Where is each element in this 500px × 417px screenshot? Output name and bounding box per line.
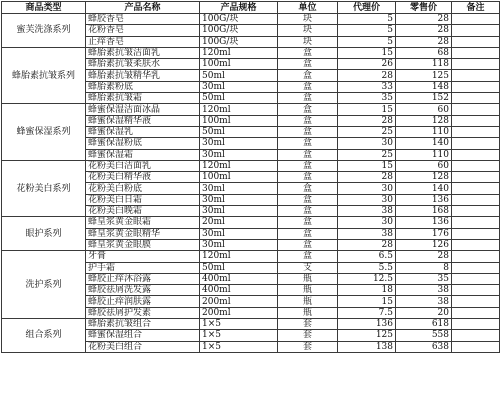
product-name-cell: 蜂皇浆黄金眼霜 [86, 217, 200, 228]
spec-cell: 30ml [200, 81, 278, 92]
agent-price-cell: 12.5 [338, 273, 396, 284]
agent-price-cell: 28 [338, 239, 396, 250]
retail-price-cell: 148 [396, 81, 452, 92]
header-remarks: 备注 [452, 2, 500, 14]
agent-price-cell: 18 [338, 285, 396, 296]
header-agent-price: 代理价 [338, 2, 396, 14]
agent-price-cell: 26 [338, 59, 396, 70]
agent-price-cell: 38 [338, 228, 396, 239]
remarks-cell [452, 14, 500, 25]
spec-cell: 30ml [200, 206, 278, 217]
agent-price-cell: 136 [338, 319, 396, 330]
spec-cell: 30ml [200, 239, 278, 250]
retail-price-cell: 35 [396, 273, 452, 284]
retail-price-cell: 68 [396, 47, 452, 58]
spec-cell: 120ml [200, 251, 278, 262]
remarks-cell [452, 47, 500, 58]
agent-price-cell: 30 [338, 138, 396, 149]
agent-price-cell: 28 [338, 115, 396, 126]
retail-price-cell: 638 [396, 341, 452, 352]
unit-cell: 块 [278, 25, 338, 36]
unit-cell: 盒 [278, 228, 338, 239]
unit-cell: 盒 [278, 239, 338, 250]
spec-cell: 30ml [200, 138, 278, 149]
retail-price-cell: 128 [396, 115, 452, 126]
retail-price-cell: 136 [396, 217, 452, 228]
spec-cell: 100G/块 [200, 14, 278, 25]
retail-price-cell: 176 [396, 228, 452, 239]
unit-cell: 盒 [278, 160, 338, 171]
product-name-cell: 牙膏 [86, 251, 200, 262]
unit-cell: 套 [278, 319, 338, 330]
retail-price-cell: 152 [396, 93, 452, 104]
retail-price-cell: 140 [396, 138, 452, 149]
table-row [2, 319, 500, 330]
remarks-cell [452, 251, 500, 262]
product-name-cell: 护手霜 [86, 262, 200, 273]
category-cell: 花粉美白系列 [2, 160, 86, 216]
agent-price-cell: 28 [338, 172, 396, 183]
unit-cell: 支 [278, 262, 338, 273]
agent-price-cell: 6.5 [338, 251, 396, 262]
unit-cell: 盒 [278, 206, 338, 217]
category-cell: 蜂胎素抗皱系列 [2, 47, 86, 103]
unit-cell: 瓶 [278, 296, 338, 307]
product-name-cell: 蜂蜜保湿霜 [86, 149, 200, 160]
product-name-cell: 蜂蜜保湿洁面冰晶 [86, 104, 200, 115]
spec-cell: 50ml [200, 126, 278, 137]
retail-price-cell: 118 [396, 59, 452, 70]
remarks-cell [452, 239, 500, 250]
product-name-cell: 蜂胎素抗皱霜 [86, 93, 200, 104]
retail-price-cell: 60 [396, 160, 452, 171]
spec-cell: 50ml [200, 93, 278, 104]
remarks-cell [452, 330, 500, 341]
spec-cell: 100ml [200, 172, 278, 183]
product-name-cell: 花粉香皂 [86, 25, 200, 36]
remarks-cell [452, 206, 500, 217]
spec-cell: 400ml [200, 273, 278, 284]
retail-price-cell: 8 [396, 262, 452, 273]
remarks-cell [452, 160, 500, 171]
table-row [2, 217, 500, 228]
remarks-cell [452, 81, 500, 92]
unit-cell: 块 [278, 36, 338, 47]
product-name-cell: 花粉美白晚霜 [86, 206, 200, 217]
unit-cell: 盒 [278, 93, 338, 104]
agent-price-cell: 5 [338, 25, 396, 36]
agent-price-cell: 38 [338, 206, 396, 217]
remarks-cell [452, 273, 500, 284]
table-row [2, 104, 500, 115]
retail-price-cell: 60 [396, 104, 452, 115]
table-row [2, 160, 500, 171]
category-cell: 洗护系列 [2, 251, 86, 319]
remarks-cell [452, 194, 500, 205]
table-row [2, 251, 500, 262]
agent-price-cell: 30 [338, 217, 396, 228]
product-name-cell: 蜂胎素抗皱组合 [86, 319, 200, 330]
remarks-cell [452, 36, 500, 47]
header-unit: 单位 [278, 2, 338, 14]
spec-cell: 30ml [200, 228, 278, 239]
unit-cell: 瓶 [278, 285, 338, 296]
unit-cell: 盒 [278, 104, 338, 115]
header-product-name: 产品名称 [86, 2, 200, 14]
retail-price-cell: 558 [396, 330, 452, 341]
spec-cell: 1×5 [200, 319, 278, 330]
agent-price-cell: 25 [338, 126, 396, 137]
product-name-cell: 蜂胎素粉底 [86, 81, 200, 92]
retail-price-cell: 28 [396, 14, 452, 25]
unit-cell: 块 [278, 14, 338, 25]
retail-price-cell: 110 [396, 126, 452, 137]
retail-price-cell: 140 [396, 183, 452, 194]
retail-price-cell: 110 [396, 149, 452, 160]
unit-cell: 盒 [278, 81, 338, 92]
remarks-cell [452, 296, 500, 307]
table-row [2, 47, 500, 58]
category-cell: 蜜芙洗涤系列 [2, 14, 86, 48]
spec-cell: 20ml [200, 217, 278, 228]
product-name-cell: 蜂蜜保湿精华液 [86, 115, 200, 126]
retail-price-cell: 28 [396, 25, 452, 36]
unit-cell: 盒 [278, 138, 338, 149]
product-name-cell: 蜂胶祛屑护发素 [86, 307, 200, 318]
agent-price-cell: 7.5 [338, 307, 396, 318]
retail-price-cell: 38 [396, 296, 452, 307]
product-name-cell: 蜂蜜保湿组合 [86, 330, 200, 341]
agent-price-cell: 33 [338, 81, 396, 92]
header-retail-price: 零售价 [396, 2, 452, 14]
remarks-cell [452, 149, 500, 160]
agent-price-cell: 28 [338, 70, 396, 81]
agent-price-cell: 5 [338, 14, 396, 25]
spec-cell: 100G/块 [200, 25, 278, 36]
remarks-cell [452, 183, 500, 194]
unit-cell: 盒 [278, 59, 338, 70]
unit-cell: 盒 [278, 149, 338, 160]
product-name-cell: 花粉美白精华液 [86, 172, 200, 183]
remarks-cell [452, 93, 500, 104]
agent-price-cell: 15 [338, 104, 396, 115]
agent-price-cell: 15 [338, 296, 396, 307]
spec-cell: 1×5 [200, 341, 278, 352]
retail-price-cell: 125 [396, 70, 452, 81]
retail-price-cell: 136 [396, 194, 452, 205]
price-list-table [1, 1, 500, 353]
unit-cell: 盒 [278, 115, 338, 126]
retail-price-cell: 38 [396, 285, 452, 296]
spec-cell: 120ml [200, 160, 278, 171]
unit-cell: 盒 [278, 217, 338, 228]
agent-price-cell: 30 [338, 194, 396, 205]
product-name-cell: 蜂皇浆黄金眼膜 [86, 239, 200, 250]
retail-price-cell: 126 [396, 239, 452, 250]
product-name-cell: 花粉美白粉底 [86, 183, 200, 194]
retail-price-cell: 20 [396, 307, 452, 318]
agent-price-cell: 5 [338, 36, 396, 47]
remarks-cell [452, 285, 500, 296]
spec-cell: 100G/块 [200, 36, 278, 47]
spec-cell: 50ml [200, 262, 278, 273]
remarks-cell [452, 228, 500, 239]
remarks-cell [452, 59, 500, 70]
remarks-cell [452, 138, 500, 149]
product-name-cell: 蜂胶香皂 [86, 14, 200, 25]
unit-cell: 盒 [278, 251, 338, 262]
header-spec: 产品规格 [200, 2, 278, 14]
remarks-cell [452, 307, 500, 318]
spec-cell: 30ml [200, 149, 278, 160]
unit-cell: 瓶 [278, 307, 338, 318]
product-name-cell: 蜂胶祛屑洗发露 [86, 285, 200, 296]
unit-cell: 盒 [278, 47, 338, 58]
product-name-cell: 蜂胎素抗皱柔肤水 [86, 59, 200, 70]
category-cell: 组合系列 [2, 319, 86, 353]
spec-cell: 400ml [200, 285, 278, 296]
product-name-cell: 花粉美白洁面乳 [86, 160, 200, 171]
spec-cell: 200ml [200, 296, 278, 307]
unit-cell: 瓶 [278, 273, 338, 284]
remarks-cell [452, 319, 500, 330]
spec-cell: 100ml [200, 59, 278, 70]
product-name-cell: 花粉美白日霜 [86, 194, 200, 205]
retail-price-cell: 128 [396, 172, 452, 183]
unit-cell: 盒 [278, 126, 338, 137]
remarks-cell [452, 126, 500, 137]
remarks-cell [452, 217, 500, 228]
retail-price-cell: 28 [396, 36, 452, 47]
remarks-cell [452, 341, 500, 352]
unit-cell: 盒 [278, 183, 338, 194]
spec-cell: 1×5 [200, 330, 278, 341]
product-name-cell: 蜂胶止痒沐浴露 [86, 273, 200, 284]
spec-cell: 100ml [200, 115, 278, 126]
unit-cell: 盒 [278, 194, 338, 205]
retail-price-cell: 168 [396, 206, 452, 217]
category-cell: 蜂蜜保湿系列 [2, 104, 86, 160]
remarks-cell [452, 25, 500, 36]
table-row [2, 14, 500, 25]
remarks-cell [452, 262, 500, 273]
agent-price-cell: 125 [338, 330, 396, 341]
agent-price-cell: 138 [338, 341, 396, 352]
agent-price-cell: 15 [338, 47, 396, 58]
unit-cell: 套 [278, 341, 338, 352]
agent-price-cell: 25 [338, 149, 396, 160]
product-name-cell: 蜂胎素抗皱洁面乳 [86, 47, 200, 58]
remarks-cell [452, 115, 500, 126]
product-name-cell: 蜂胎素抗皱精华乳 [86, 70, 200, 81]
product-name-cell: 蜂蜜保湿粉底 [86, 138, 200, 149]
unit-cell: 套 [278, 330, 338, 341]
spec-cell: 50ml [200, 70, 278, 81]
agent-price-cell: 35 [338, 93, 396, 104]
table-body [2, 14, 500, 353]
category-cell: 眼护系列 [2, 217, 86, 251]
agent-price-cell: 15 [338, 160, 396, 171]
spec-cell: 200ml [200, 307, 278, 318]
header-row [2, 2, 500, 14]
agent-price-cell: 30 [338, 183, 396, 194]
spec-cell: 120ml [200, 47, 278, 58]
remarks-cell [452, 70, 500, 81]
retail-price-cell: 28 [396, 251, 452, 262]
spec-cell: 120ml [200, 104, 278, 115]
product-name-cell: 蜂胶止痒润肤露 [86, 296, 200, 307]
spec-cell: 30ml [200, 183, 278, 194]
agent-price-cell: 5.5 [338, 262, 396, 273]
unit-cell: 盒 [278, 172, 338, 183]
retail-price-cell: 618 [396, 319, 452, 330]
product-name-cell: 蜂蜜保湿乳 [86, 126, 200, 137]
remarks-cell [452, 172, 500, 183]
product-name-cell: 蜂皇浆黄金眼精华 [86, 228, 200, 239]
product-name-cell: 止痒香皂 [86, 36, 200, 47]
product-name-cell: 花粉美白组合 [86, 341, 200, 352]
spec-cell: 30ml [200, 194, 278, 205]
remarks-cell [452, 104, 500, 115]
unit-cell: 盒 [278, 70, 338, 81]
header-category: 商品类型 [2, 2, 86, 14]
